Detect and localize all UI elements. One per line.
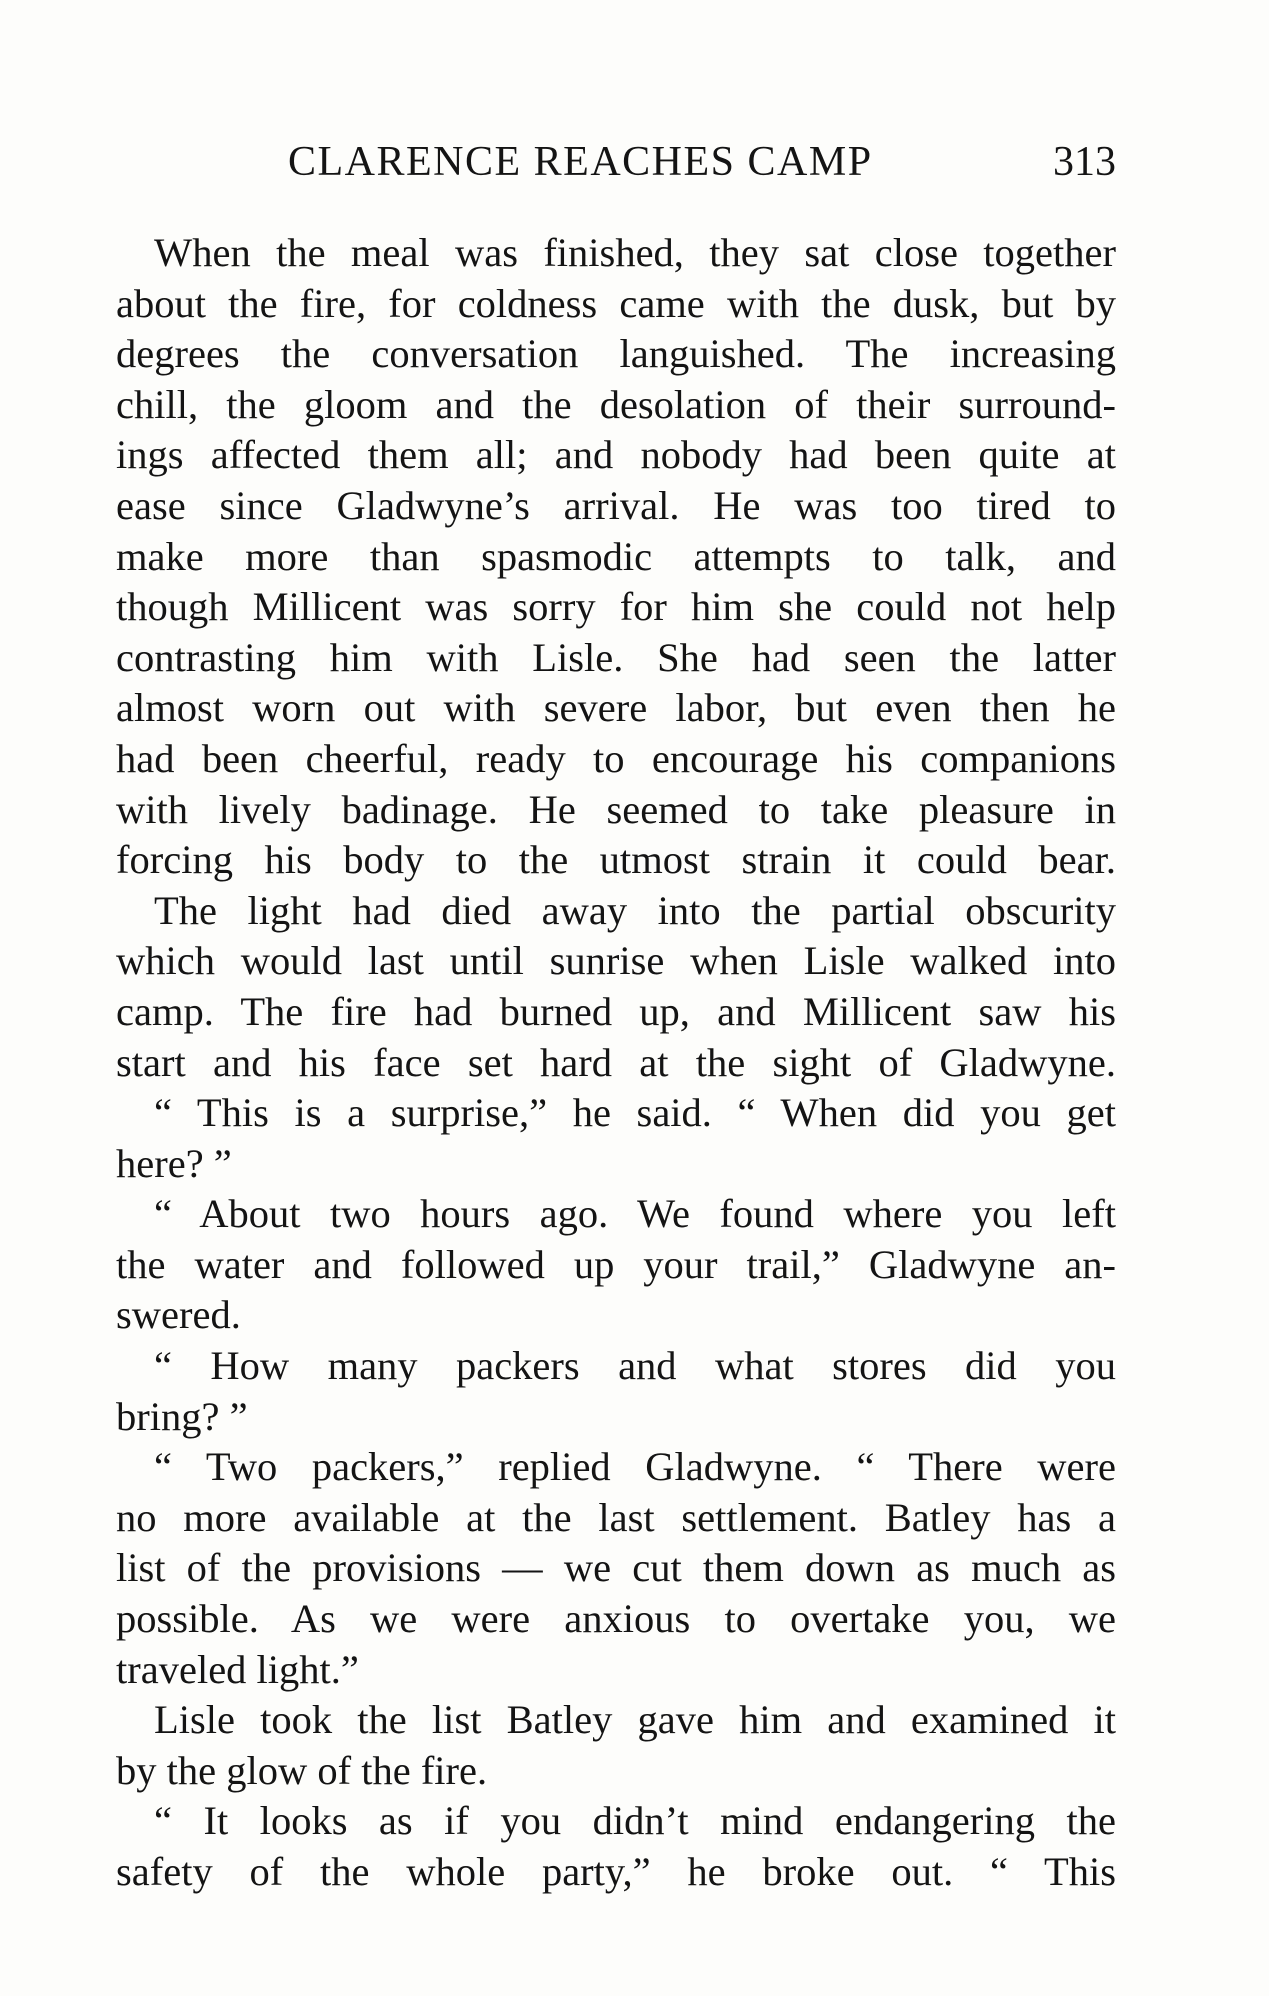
text-line: ings affected them all; and nobody had been quite at [116, 432, 1116, 478]
text-line: list of the provisions — we cut them down as much as [116, 1545, 1116, 1591]
text-line: “ Two packers,” replied Gladwyne. “ There were [154, 1444, 1116, 1490]
text-line: almost worn out with severe labor, but even then he [116, 685, 1116, 731]
text-line: safety of the whole party,” he broke out. “ This [116, 1849, 1116, 1894]
text-line: the water and followed up your trail,” Gladwyne an- [116, 1241, 1116, 1287]
body-text [116, 228, 1116, 1898]
running-head [116, 138, 1116, 194]
text-line: contrasting him with Lisle. She had seen the latter [116, 634, 1116, 680]
text-line: with lively badinage. He seemed to take pleasure in [116, 786, 1116, 832]
page-number: 313 [1053, 139, 1116, 185]
text-line: ease since Gladwyne’s arrival. He was too tired to [116, 482, 1116, 528]
text-line: possible. As we were anxious to overtake you, we [116, 1596, 1116, 1642]
text-line: The light had died away into the partial obscurity [154, 887, 1116, 933]
text-line: about the fire, for coldness came with the dusk, but by [116, 280, 1116, 326]
text-line: “ This is a surprise,” he said. “ When did you get [154, 1090, 1116, 1136]
text-line: no more available at the last settlement. Batley has a [116, 1494, 1116, 1540]
text-line: traveled light.” [116, 1646, 359, 1692]
text-line: which would last until sunrise when Lisle walked into [116, 938, 1116, 984]
text-line: Lisle took the list Batley gave him and examined it [154, 1697, 1116, 1743]
text-line: “ About two hours ago. We found where you left [154, 1191, 1116, 1237]
text-line: bring? ” [116, 1393, 248, 1439]
text-line: camp. The fire had burned up, and Millicent saw his [116, 988, 1116, 1034]
text-line: “ How many packers and what stores did you [154, 1343, 1116, 1389]
text-line: by the glow of the fire. [116, 1747, 488, 1793]
text-line: swered. [116, 1292, 241, 1338]
text-line: When the meal was finished, they sat close together [154, 230, 1116, 275]
chapter-title: CLARENCE REACHES CAMP [288, 139, 873, 185]
text-line: chill, the gloom and the desolation of their surround- [116, 381, 1116, 427]
text-line: forcing his body to the utmost strain it could bear. [116, 837, 1116, 883]
text-line: “ It looks as if you didn’t mind endangering the [154, 1798, 1116, 1844]
text-line: start and his face set hard at the sight of Gladwyne. [116, 1039, 1116, 1085]
text-line: here? ” [116, 1140, 232, 1186]
text-line: though Millicent was sorry for him she could not help [116, 584, 1116, 630]
text-line: had been cheerful, ready to encourage his companions [116, 735, 1116, 781]
text-line: degrees the conversation languished. The increasing [116, 331, 1116, 377]
text-line: make more than spasmodic attempts to talk, and [116, 533, 1116, 579]
